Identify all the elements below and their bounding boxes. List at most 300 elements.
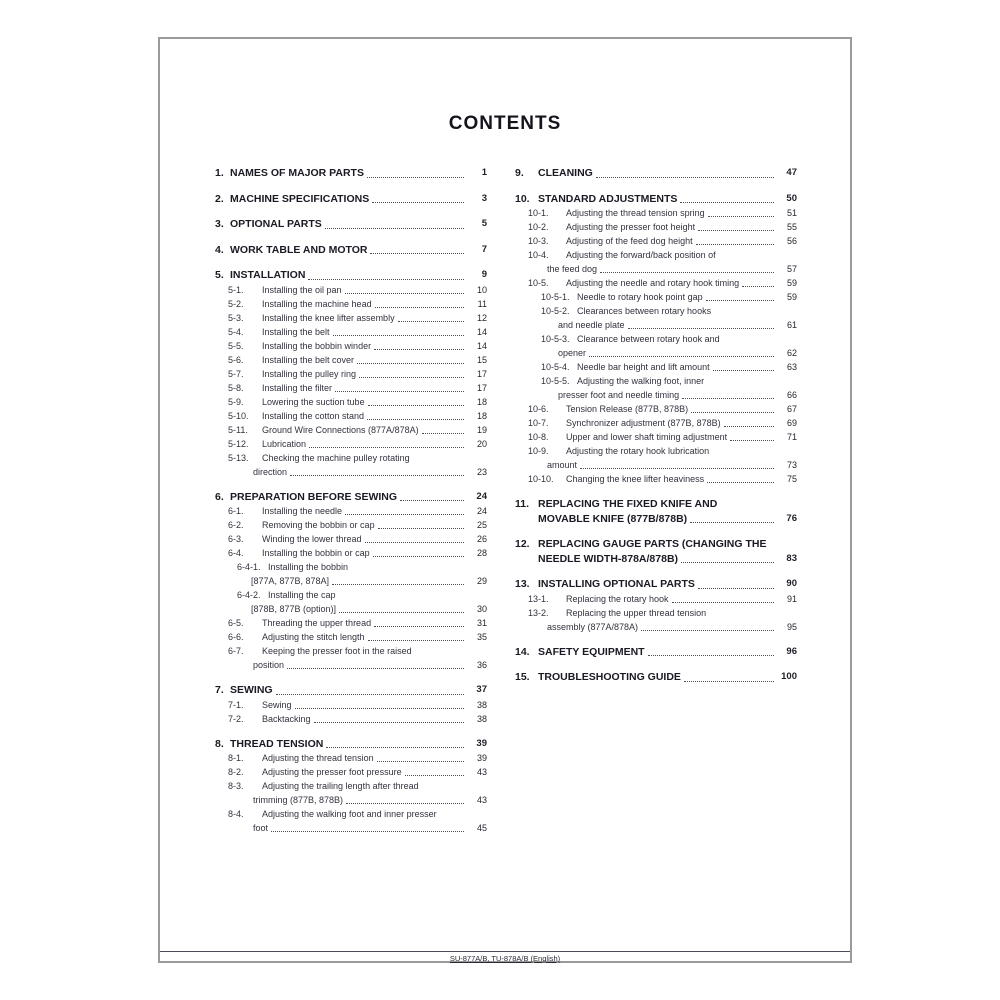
page-number: 28 bbox=[476, 548, 487, 558]
page-number: 20 bbox=[476, 438, 487, 449]
page-number: 95 bbox=[786, 621, 797, 632]
entry-number: 5-2. bbox=[228, 298, 244, 309]
toc-section bbox=[515, 192, 797, 487]
dotted-leader bbox=[680, 202, 774, 203]
section-number: 6. bbox=[215, 490, 224, 503]
page-number: 43 bbox=[476, 767, 487, 777]
page-number: 66 bbox=[786, 390, 797, 400]
page-footer bbox=[160, 951, 850, 961]
dotted-leader bbox=[596, 177, 774, 178]
toc-entry-continuation bbox=[251, 574, 487, 588]
toc-entry-continuation bbox=[253, 465, 487, 479]
toc-section-heading bbox=[215, 166, 487, 181]
section-title: INSTALLING OPTIONAL PARTS bbox=[538, 578, 695, 590]
page-title: CONTENTS bbox=[448, 113, 562, 134]
toc-entry bbox=[215, 367, 487, 381]
section-number: 12. bbox=[515, 538, 530, 550]
entry-title: Installing the belt bbox=[262, 326, 330, 337]
dotted-leader bbox=[375, 307, 464, 308]
page-number: 90 bbox=[786, 578, 797, 589]
entry-number: 10-1. bbox=[528, 208, 549, 218]
entry-title: foot bbox=[253, 823, 269, 833]
toc-entry bbox=[515, 416, 797, 430]
dotted-leader bbox=[600, 272, 774, 273]
toc-section bbox=[215, 268, 487, 479]
entry-number: 10-5-4. bbox=[541, 362, 570, 372]
section-title: NAMES OF MAJOR PARTS bbox=[230, 167, 364, 179]
section-number: 10. bbox=[515, 192, 530, 205]
toc-entry bbox=[515, 206, 797, 220]
entry-title: assembly (877A/878A) bbox=[547, 621, 639, 632]
dotted-leader bbox=[374, 349, 464, 350]
page-number: 75 bbox=[786, 474, 797, 484]
entry-title: Installing the cotton stand bbox=[262, 410, 365, 421]
page-number: 14 bbox=[476, 340, 487, 351]
toc-entry bbox=[215, 423, 487, 437]
page-number: 3 bbox=[481, 192, 487, 204]
toc-section-heading bbox=[538, 512, 797, 527]
entry-number: 5-10. bbox=[228, 410, 249, 421]
dotted-leader bbox=[359, 377, 464, 378]
dotted-leader bbox=[276, 694, 464, 695]
dotted-leader bbox=[708, 216, 774, 217]
dotted-leader bbox=[682, 398, 774, 399]
page-number: 10 bbox=[476, 284, 487, 295]
section-title: THREAD TENSION bbox=[230, 737, 324, 750]
entry-title: Lowering the suction tube bbox=[262, 396, 365, 407]
toc-section-heading bbox=[515, 192, 797, 207]
entry-number: 10-10. bbox=[528, 474, 554, 484]
toc-entry bbox=[215, 381, 487, 395]
entry-title: [877A, 877B, 878A] bbox=[251, 576, 330, 586]
toc-section bbox=[515, 166, 797, 181]
section-number: 5. bbox=[215, 269, 224, 281]
toc-entry bbox=[215, 311, 487, 325]
section-number: 15. bbox=[515, 671, 530, 683]
dotted-leader bbox=[706, 300, 774, 301]
entry-title: Synchronizer adjustment (877B, 878B) bbox=[566, 418, 721, 428]
entry-number: 5-12. bbox=[228, 438, 249, 449]
toc-section bbox=[215, 166, 487, 181]
toc-entry bbox=[515, 444, 797, 458]
toc-entry bbox=[215, 698, 487, 712]
entry-number: 5-4. bbox=[228, 326, 244, 337]
entry-title: [878B, 877B (option)] bbox=[251, 604, 337, 614]
toc-entry bbox=[215, 751, 487, 765]
section-number: 7. bbox=[215, 684, 224, 696]
dotted-leader bbox=[730, 440, 774, 441]
section-number: 9. bbox=[515, 167, 524, 179]
toc-entry-continuation bbox=[547, 262, 797, 276]
entry-title: Adjusting the thread tension bbox=[262, 753, 374, 763]
toc-section-heading bbox=[215, 268, 487, 283]
toc-section bbox=[515, 497, 797, 526]
toc-section-heading bbox=[215, 490, 487, 505]
entry-number: 7-2. bbox=[228, 713, 244, 724]
toc-entry bbox=[215, 712, 487, 726]
toc-entry bbox=[215, 532, 487, 546]
toc-entry bbox=[215, 339, 487, 353]
entry-title: Clearances between rotary hooks bbox=[577, 306, 712, 316]
page-number: 18 bbox=[476, 396, 487, 407]
toc-section-heading bbox=[538, 552, 797, 567]
entry-number: 6-4-2. bbox=[237, 590, 261, 600]
dotted-leader bbox=[648, 655, 774, 656]
page-number: 62 bbox=[786, 348, 797, 358]
page-number: 18 bbox=[476, 410, 487, 421]
toc-entry bbox=[515, 430, 797, 444]
toc-entry bbox=[515, 304, 797, 318]
toc-entry bbox=[515, 472, 797, 486]
dotted-leader bbox=[339, 612, 464, 613]
page-number: 71 bbox=[786, 432, 797, 442]
section-number: 13. bbox=[515, 578, 530, 590]
page-number: 83 bbox=[786, 552, 797, 564]
entry-title: Adjusting the trailing length after thread bbox=[262, 781, 419, 791]
toc-columns bbox=[215, 166, 797, 846]
entry-title: Installing the knee lifter assembly bbox=[262, 312, 395, 323]
entry-title: direction bbox=[253, 466, 288, 477]
entry-title: Installing the bobbin or cap bbox=[262, 548, 370, 558]
page-number: 35 bbox=[476, 632, 487, 642]
page-number: 73 bbox=[786, 460, 797, 470]
toc-section bbox=[515, 537, 797, 566]
dotted-leader bbox=[335, 391, 464, 392]
entry-title: Installing the pulley ring bbox=[262, 368, 357, 379]
entry-title: Clearance between rotary hook and bbox=[577, 334, 720, 344]
dotted-leader bbox=[684, 681, 774, 682]
toc-entry bbox=[215, 451, 487, 465]
toc-section bbox=[215, 490, 487, 673]
entry-title: Removing the bobbin or cap bbox=[262, 520, 375, 530]
dotted-leader bbox=[378, 528, 464, 529]
dotted-leader bbox=[681, 562, 774, 563]
toc-section-heading bbox=[215, 737, 487, 752]
toc-section-heading bbox=[515, 166, 797, 181]
dotted-leader bbox=[641, 630, 774, 631]
toc-section bbox=[215, 243, 487, 258]
toc-section bbox=[515, 670, 797, 685]
toc-entry bbox=[215, 765, 487, 779]
entry-number: 6-3. bbox=[228, 534, 244, 544]
toc-section-heading bbox=[515, 577, 797, 592]
toc-section bbox=[215, 217, 487, 232]
entry-title: position bbox=[253, 660, 285, 670]
entry-title: Installing the oil pan bbox=[262, 284, 342, 295]
page-number: 45 bbox=[476, 823, 487, 833]
section-title: WORK TABLE AND MOTOR bbox=[230, 243, 368, 256]
toc-entry-continuation bbox=[558, 388, 797, 402]
dotted-leader bbox=[742, 286, 774, 287]
page-number: 5 bbox=[481, 218, 487, 229]
entry-number: 10-5. bbox=[528, 278, 549, 288]
section-title: MACHINE SPECIFICATIONS bbox=[230, 192, 370, 205]
page-number: 24 bbox=[476, 506, 487, 516]
page-number: 59 bbox=[786, 292, 797, 302]
toc-entry bbox=[515, 606, 797, 620]
dotted-leader bbox=[314, 722, 464, 723]
entry-number: 10-6. bbox=[528, 404, 549, 414]
entry-title: the feed dog bbox=[547, 264, 598, 274]
section-number: 2. bbox=[215, 192, 224, 205]
page-number: 29 bbox=[476, 576, 487, 586]
entry-number: 5-3. bbox=[228, 312, 244, 323]
toc-entry bbox=[515, 290, 797, 304]
entry-title: Adjusting the rotary hook lubrication bbox=[566, 446, 710, 456]
toc-section-heading bbox=[515, 537, 797, 552]
entry-title: Installing the machine head bbox=[262, 298, 372, 309]
entry-number: 6-7. bbox=[228, 646, 244, 656]
toc-entry bbox=[215, 518, 487, 532]
entry-title: Installing the needle bbox=[262, 506, 343, 516]
entry-number: 10-2. bbox=[528, 222, 549, 232]
dotted-leader bbox=[368, 640, 464, 641]
page-number: 36 bbox=[476, 660, 487, 670]
page-number: 51 bbox=[786, 208, 797, 218]
section-title: PREPARATION BEFORE SEWING bbox=[230, 490, 398, 503]
toc-entry-continuation bbox=[558, 318, 797, 332]
toc-entry bbox=[215, 437, 487, 451]
dotted-leader bbox=[398, 321, 464, 322]
entry-title: Needle bar height and lift amount bbox=[577, 362, 710, 372]
entry-title: Adjusting the presser foot pressure bbox=[262, 767, 402, 777]
page-number: 9 bbox=[481, 269, 487, 280]
entry-number: 6-5. bbox=[228, 618, 244, 628]
toc-entry-continuation bbox=[558, 346, 797, 360]
dotted-leader bbox=[367, 177, 464, 178]
entry-title: Adjusting the thread tension spring bbox=[566, 208, 705, 218]
entry-title: Ground Wire Connections (877A/878A) bbox=[262, 424, 419, 435]
entry-title: Adjusting the presser foot height bbox=[566, 222, 696, 232]
entry-title: Adjusting the walking foot, inner bbox=[577, 376, 705, 386]
page-number: 24 bbox=[476, 490, 487, 502]
entry-number: 5-7. bbox=[228, 368, 244, 379]
page-number: 63 bbox=[786, 362, 797, 372]
dotted-leader bbox=[691, 412, 774, 413]
dotted-leader bbox=[333, 335, 464, 336]
toc-entry bbox=[515, 234, 797, 248]
section-title: INSTALLATION bbox=[230, 269, 306, 281]
entry-title: presser foot and needle timing bbox=[558, 390, 680, 400]
entry-title: Replacing the rotary hook bbox=[566, 593, 669, 604]
toc-entry-continuation bbox=[251, 602, 487, 616]
entry-title: Backtacking bbox=[262, 713, 311, 724]
entry-number: 5-13. bbox=[228, 452, 249, 463]
entry-number: 10-5-3. bbox=[541, 334, 570, 344]
dotted-leader bbox=[368, 405, 464, 406]
dotted-leader bbox=[325, 228, 464, 229]
entry-title: trimming (877B, 878B) bbox=[253, 795, 344, 805]
toc-entry bbox=[515, 332, 797, 346]
toc-column-left bbox=[215, 166, 487, 846]
dotted-leader bbox=[308, 279, 464, 280]
dotted-leader bbox=[332, 584, 464, 585]
page-number: 17 bbox=[476, 382, 487, 393]
dotted-leader bbox=[377, 761, 464, 762]
section-title: TROUBLESHOOTING GUIDE bbox=[538, 671, 681, 683]
toc-entry bbox=[515, 402, 797, 416]
section-title: MOVABLE KNIFE (877B/878B) bbox=[538, 512, 688, 525]
toc-entry bbox=[215, 630, 487, 644]
page-number: 12 bbox=[476, 312, 487, 323]
toc-entry bbox=[215, 546, 487, 560]
page-number: 61 bbox=[786, 320, 797, 330]
section-number: 11. bbox=[515, 498, 530, 510]
entry-title: and needle plate bbox=[558, 320, 625, 330]
page-number: 1 bbox=[481, 167, 487, 178]
dotted-leader bbox=[400, 500, 464, 501]
page-number: 31 bbox=[476, 618, 487, 628]
entry-number: 5-9. bbox=[228, 396, 244, 407]
entry-title: Adjusting the needle and rotary hook timing bbox=[566, 278, 740, 288]
page-number: 69 bbox=[786, 418, 797, 428]
page-number: 25 bbox=[476, 520, 487, 530]
dotted-leader bbox=[326, 747, 464, 748]
entry-number: 6-2. bbox=[228, 520, 244, 530]
dotted-leader bbox=[372, 202, 464, 203]
toc-entry bbox=[515, 374, 797, 388]
toc-entry bbox=[215, 616, 487, 630]
entry-title: Installing the cap bbox=[268, 590, 336, 600]
page-number: 56 bbox=[786, 236, 797, 246]
page-number: 23 bbox=[476, 466, 487, 477]
entry-title: Adjusting the stitch length bbox=[262, 632, 365, 642]
toc-entry bbox=[215, 325, 487, 339]
entry-title: Adjusting the forward/back position of bbox=[566, 250, 716, 260]
entry-number: 5-1. bbox=[228, 284, 244, 295]
page-number: 39 bbox=[476, 737, 487, 749]
toc-section-heading bbox=[215, 683, 487, 698]
section-number: 3. bbox=[215, 218, 224, 230]
page-number: 43 bbox=[476, 795, 487, 805]
page-number: 47 bbox=[786, 167, 797, 178]
entry-number: 13-2. bbox=[528, 607, 549, 618]
entry-number: 10-3. bbox=[528, 236, 549, 246]
toc-entry-continuation bbox=[253, 793, 487, 807]
entry-title: Changing the knee lifter heaviness bbox=[566, 474, 705, 484]
dotted-leader bbox=[346, 803, 464, 804]
dotted-leader bbox=[628, 328, 774, 329]
entry-number: 6-4-1. bbox=[237, 562, 261, 572]
section-number: 1. bbox=[215, 167, 224, 179]
dotted-leader bbox=[357, 363, 464, 364]
section-title: SAFETY EQUIPMENT bbox=[538, 645, 645, 658]
section-title: NEEDLE WIDTH-878A/878B) bbox=[538, 552, 679, 565]
section-number: 14. bbox=[515, 645, 530, 658]
entry-title: Tension Release (877B, 878B) bbox=[566, 404, 689, 414]
dotted-leader bbox=[422, 433, 464, 434]
entry-number: 8-2. bbox=[228, 767, 244, 777]
entry-title: Installing the belt cover bbox=[262, 354, 355, 365]
entry-number: 10-5-1. bbox=[541, 292, 570, 302]
entry-title: Keeping the presser foot in the raised bbox=[262, 646, 412, 656]
dotted-leader bbox=[724, 426, 774, 427]
dotted-leader bbox=[374, 626, 464, 627]
toc-entry bbox=[215, 283, 487, 297]
entry-number: 5-6. bbox=[228, 354, 244, 365]
page-number: 14 bbox=[476, 326, 487, 337]
page-number: 59 bbox=[786, 278, 797, 288]
toc-entry-continuation bbox=[547, 458, 797, 472]
entry-number: 10-5-2. bbox=[541, 306, 570, 316]
entry-title: Replacing the upper thread tension bbox=[566, 607, 707, 618]
entry-number: 10-7. bbox=[528, 418, 549, 428]
section-title: SEWING bbox=[230, 684, 273, 696]
toc-entry bbox=[515, 276, 797, 290]
entry-title: Needle to rotary hook point gap bbox=[577, 292, 703, 302]
toc-section-heading bbox=[215, 192, 487, 207]
dotted-leader bbox=[370, 253, 464, 254]
entry-title: Adjusting of the feed dog height bbox=[566, 236, 693, 246]
toc-entry-continuation bbox=[253, 658, 487, 672]
toc-section-heading bbox=[515, 645, 797, 660]
dotted-leader bbox=[698, 588, 774, 589]
dotted-leader bbox=[295, 708, 464, 709]
page-number: 30 bbox=[476, 604, 487, 614]
entry-number: 6-6. bbox=[228, 632, 244, 642]
dotted-leader bbox=[345, 293, 464, 294]
entry-title: amount bbox=[547, 460, 578, 470]
page-number: 67 bbox=[786, 404, 797, 414]
toc-section-heading bbox=[215, 217, 487, 232]
page-number: 91 bbox=[786, 593, 797, 604]
dotted-leader bbox=[690, 522, 774, 523]
dotted-leader bbox=[405, 775, 464, 776]
toc-section-heading bbox=[215, 243, 487, 258]
entry-number: 8-4. bbox=[228, 809, 244, 819]
entry-number: 10-9. bbox=[528, 446, 549, 456]
section-title: CLEANING bbox=[538, 167, 593, 179]
entry-number: 8-3. bbox=[228, 781, 244, 791]
section-title: REPLACING GAUGE PARTS (CHANGING THE bbox=[538, 538, 767, 550]
page-number: 7 bbox=[481, 243, 487, 255]
toc-section bbox=[215, 192, 487, 207]
section-title: STANDARD ADJUSTMENTS bbox=[538, 192, 678, 205]
dotted-leader bbox=[287, 668, 464, 669]
page-number: 38 bbox=[476, 699, 487, 710]
entry-number: 10-4. bbox=[528, 250, 549, 260]
dotted-leader bbox=[698, 230, 774, 231]
page-number: 19 bbox=[476, 424, 487, 435]
page-number: 37 bbox=[476, 684, 487, 695]
dotted-leader bbox=[707, 482, 774, 483]
toc-section bbox=[515, 645, 797, 660]
toc-entry bbox=[515, 360, 797, 374]
toc-entry bbox=[515, 248, 797, 262]
entry-number: 6-4. bbox=[228, 548, 244, 558]
toc-entry bbox=[515, 220, 797, 234]
toc-section-heading bbox=[515, 670, 797, 685]
toc-entry bbox=[215, 644, 487, 658]
dotted-leader bbox=[367, 419, 464, 420]
entry-title: Threading the upper thread bbox=[262, 618, 372, 628]
entry-title: Checking the machine pulley rotating bbox=[262, 452, 410, 463]
toc-entry bbox=[215, 588, 487, 602]
dotted-leader bbox=[290, 475, 464, 476]
toc-entry-continuation bbox=[547, 620, 797, 634]
dotted-leader bbox=[309, 447, 464, 448]
entry-title: Sewing bbox=[262, 699, 292, 710]
page-number: 57 bbox=[786, 264, 797, 274]
entry-number: 6-1. bbox=[228, 506, 244, 516]
entry-title: Installing the bobbin winder bbox=[262, 340, 372, 351]
entry-number: 7-1. bbox=[228, 699, 244, 710]
page-number: 96 bbox=[786, 645, 797, 657]
section-title: OPTIONAL PARTS bbox=[230, 218, 322, 230]
toc-section-heading bbox=[515, 497, 797, 512]
toc-entry bbox=[215, 779, 487, 793]
entry-number: 5-8. bbox=[228, 382, 244, 393]
